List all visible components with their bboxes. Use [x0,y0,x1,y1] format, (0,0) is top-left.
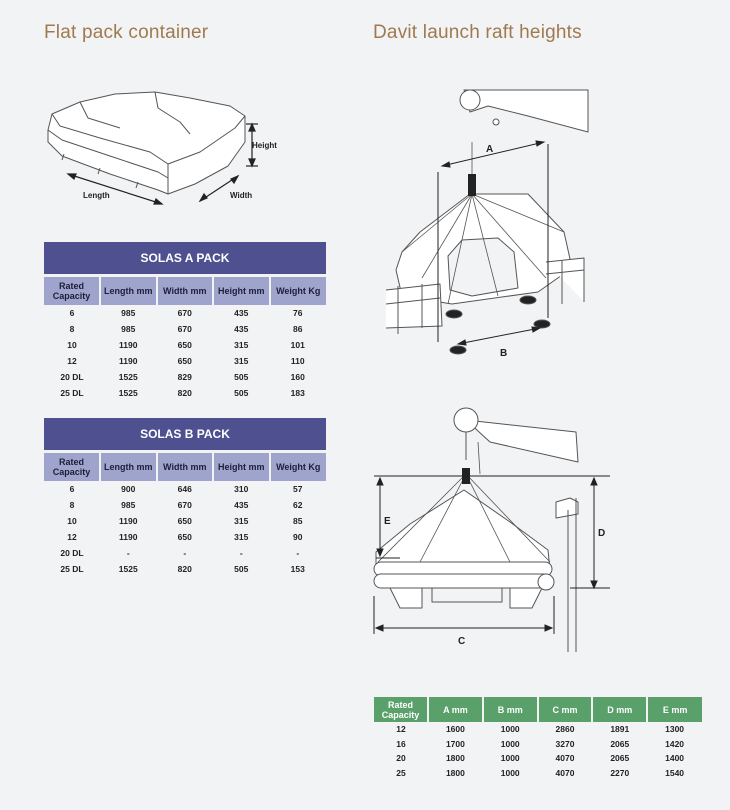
davit-diagram-top [378,82,592,377]
table-cell: 6 [69,484,75,494]
col-weight: Weight Kg [270,452,327,482]
table-cell: - [126,548,130,558]
table-cell: 2065 [610,738,630,749]
table-row [374,751,702,766]
table-cell: 435 [234,324,249,334]
table-cell: 310 [234,484,249,494]
table-cell: 16 [396,738,406,749]
table-cell: 1000 [500,767,520,778]
col-length: Length mm [100,452,157,482]
table-cell: 20 DL [60,372,84,382]
table-cell: 1600 [445,724,465,735]
table-cell: 12 [67,356,77,366]
table-cell: 153 [290,564,305,574]
length-label: Length [83,191,110,200]
table-cell: 1000 [500,724,520,735]
table-cell: 1420 [665,738,685,749]
table-cell: 25 DL [60,388,84,398]
table-cell: 101 [290,340,305,350]
table-cell: 6 [69,308,75,318]
table-cell: 1190 [119,516,138,526]
width-label: Width [230,191,253,200]
table-cell: 315 [234,340,249,350]
label-b: B [500,348,508,359]
table-cell: 1525 [118,372,138,382]
table-cell: 2860 [555,724,575,735]
col-b: B mm [483,697,538,722]
table-cell: 1400 [665,753,685,764]
table-cell: 315 [234,516,249,526]
table-cell: 900 [121,484,136,494]
col-length: Length mm [100,276,157,306]
table-cell: 820 [177,564,192,574]
table-row [44,305,326,321]
davit-diagram-bottom [370,402,620,667]
solas-b-title: SOLAS B PACK [44,418,326,452]
table-row [44,481,326,497]
table-row [44,321,326,337]
table-cell: 90 [293,532,303,542]
table-cell: 1000 [500,753,520,764]
table-cell: 10 [67,340,77,350]
table-cell: 160 [290,372,305,382]
table-cell: 1300 [665,724,685,735]
table-cell: 505 [234,388,249,398]
table-cell: 1891 [610,724,630,735]
table-cell: 76 [293,308,303,318]
label-e: E [384,516,391,527]
table-cell: 650 [177,340,192,350]
table-cell: 650 [177,356,192,366]
table-cell: - [183,548,187,558]
table-cell: 25 DL [60,564,84,574]
table-cell: 670 [177,308,192,318]
table-cell: 650 [177,516,192,526]
table-row [44,545,326,561]
table-row [374,766,702,781]
table-cell: 62 [293,500,303,510]
table-cell: 670 [177,324,192,334]
label-d: D [598,528,606,539]
table-cell: 1000 [500,738,520,749]
table-cell: 86 [293,324,303,334]
table-cell: 110 [290,356,305,366]
table-cell: 1525 [118,564,138,574]
table-cell: 435 [234,500,249,510]
table-cell: - [296,548,300,558]
table-cell: 985 [121,324,136,334]
table-cell: 646 [177,484,192,494]
table-cell: 650 [177,532,192,542]
col-rated-capacity: Rated Capacity [44,276,100,306]
table-cell: 505 [234,372,249,382]
table-cell: 1800 [445,767,465,778]
col-weight: Weight Kg [270,276,327,306]
col-a: A mm [428,697,483,722]
table-cell: 315 [234,532,249,542]
table-cell: 1700 [445,738,465,749]
table-cell: 435 [234,308,249,318]
table-cell: 1540 [665,767,685,778]
table-row [44,497,326,513]
table-row [44,513,326,529]
table-cell: 20 [396,753,406,764]
table-cell: 12 [396,724,406,735]
table-cell: 2270 [610,767,630,778]
table-cell: 85 [293,516,303,526]
label-a: A [486,144,494,155]
flat-pack-heading: Flat pack container [44,22,209,43]
col-d: D mm [592,697,647,722]
table-cell: 985 [121,308,136,318]
table-cell: 1190 [119,340,138,350]
table-row [44,337,326,353]
col-width: Width mm [157,452,214,482]
table-cell: 820 [177,388,192,398]
table-cell: 829 [177,372,192,382]
solas-b-table [44,418,326,577]
table-row [44,353,326,369]
table-row [44,561,326,577]
solas-a-table [44,242,326,401]
table-cell: 10 [67,516,77,526]
col-rated-capacity: Rated Capacity [374,697,428,722]
table-row [374,722,702,737]
table-cell: 505 [234,564,249,574]
table-cell: 183 [290,388,305,398]
table-row [44,369,326,385]
table-cell: 4070 [555,767,575,778]
table-cell: 57 [293,484,303,494]
col-rated-capacity: Rated Capacity [44,452,100,482]
table-cell: 8 [69,324,75,334]
table-cell: 1800 [445,753,465,764]
table-cell: 4070 [555,753,575,764]
table-cell: 2065 [610,753,630,764]
table-cell: 670 [177,500,192,510]
table-cell: 315 [234,356,249,366]
davit-heading: Davit launch raft heights [373,22,582,43]
table-cell: 20 DL [60,548,84,558]
table-cell: 25 [396,767,406,778]
col-width: Width mm [157,276,214,306]
label-c: C [458,636,466,647]
table-cell: 12 [67,532,77,542]
table-cell: 1190 [119,532,138,542]
solas-a-title: SOLAS A PACK [44,242,326,276]
col-c: C mm [538,697,593,722]
table-cell: 3270 [555,738,575,749]
col-height: Height mm [213,276,270,306]
height-label: Height [252,141,277,150]
table-cell: 985 [121,500,136,510]
table-cell: 1190 [119,356,138,366]
table-row [44,385,326,401]
col-e: E mm [647,697,702,722]
container-diagram [40,82,290,217]
davit-table [374,697,702,780]
table-cell: 1525 [118,388,138,398]
col-height: Height mm [213,452,270,482]
table-cell: - [239,548,243,558]
table-cell: 8 [69,500,75,510]
table-row [44,529,326,545]
table-row [374,737,702,752]
